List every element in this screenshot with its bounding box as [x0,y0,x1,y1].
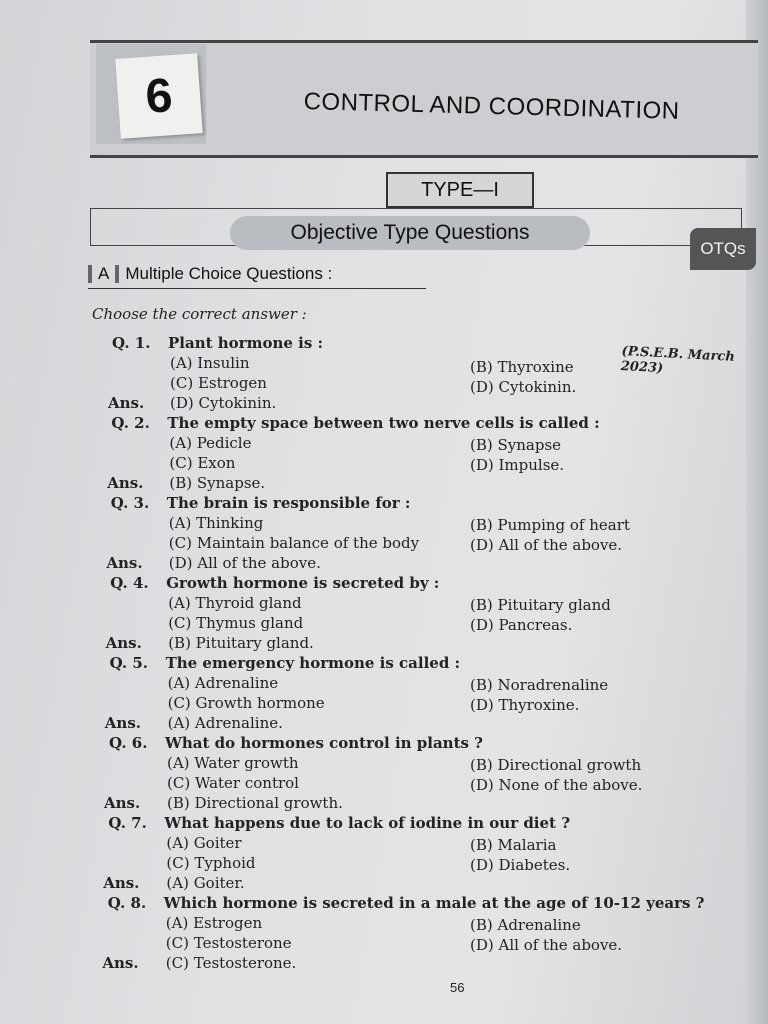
option-a: (A) Estrogen [165,914,263,932]
question-label: Q. 5. [109,654,149,672]
option-b: (B) Pituitary gland [470,596,611,614]
otq-tag: OTQs [690,228,756,270]
option-d: (D) None of the above. [470,776,643,794]
option-d: (D) Cytokinin. [470,378,577,396]
chapter-number: 6 [115,53,202,139]
question-text: Which hormone is secreted in a male at the age of 10-12 years ? [163,894,705,912]
option-a: (A) Pedicle [169,434,252,452]
answer-text: (D) All of the above. [168,554,321,572]
answer-label: Ans. [108,394,145,412]
option-d: (D) All of the above. [470,536,623,554]
option-d: (D) Impulse. [470,456,565,474]
answer-label: Ans. [104,794,141,812]
option-d: (D) Pancreas. [470,616,573,634]
option-c: (C) Maintain balance of the body [168,534,420,552]
option-a: (A) Water growth [167,754,299,772]
option-d: (D) Diabetes. [470,856,571,874]
question-text: Plant hormone is : [168,334,324,352]
question-text: The empty space between two nerve cells is called : [167,414,600,432]
option-a: (A) Thinking [168,514,264,532]
question-text: Growth hormone is secreted by : [166,574,440,592]
answer-text: (B) Directional growth. [167,794,343,812]
type-label: TYPE—I [386,172,534,208]
option-b: (B) Malaria [470,836,557,854]
option-a: (A) Thyroid gland [168,594,302,612]
option-b: (B) Pumping of heart [470,516,630,534]
answer-text: (B) Pituitary gland. [168,634,314,652]
option-c: (C) Typhoid [166,854,256,872]
answer-label: Ans. [106,554,143,572]
answer-text: (A) Adrenaline. [167,714,283,732]
section-bar-left [88,265,92,283]
question-label: Q. 2. [111,414,150,432]
option-c: (C) Estrogen [170,374,267,392]
question-label: Q. 8. [107,894,147,912]
option-c: (C) Thymus gland [168,614,304,632]
question-label: Q. 6. [109,734,148,752]
option-c: (C) Testosterone [165,934,292,952]
question-text: What do hormones control in plants ? [165,734,483,752]
option-c: (C) Exon [169,454,236,472]
option-d: (D) All of the above. [470,936,623,954]
chapter-title: CONTROL AND COORDINATION [303,88,680,125]
source-note: (P.S.E.B. March 2023) [620,344,736,377]
question-label: Q. 7. [108,814,147,832]
question-label: Q. 4. [110,574,149,592]
answer-text: (B) Synapse. [169,474,266,492]
answer-label: Ans. [103,874,140,892]
section-letter: A [98,264,110,283]
option-a: (A) Goiter [166,834,242,852]
section-bar-right [115,265,119,283]
option-a: (A) Adrenaline [167,674,279,692]
answer-text: (A) Goiter. [166,874,245,892]
section-heading [88,264,426,289]
answer-label: Ans. [104,714,142,732]
question-text: The emergency hormone is called : [165,654,461,672]
option-d: (D) Thyroxine. [470,696,580,714]
answer-label: Ans. [107,474,144,492]
question-text: What happens due to lack of iodine in our diet ? [164,814,570,832]
option-b: (B) Noradrenaline [470,676,609,694]
option-a: (A) Insulin [170,354,250,372]
question-text: The brain is responsible for : [166,494,411,512]
option-b: (B) Directional growth [470,756,642,774]
question-label: Q. 3. [110,494,150,512]
option-b: (B) Thyroxine [470,358,574,376]
objective-banner-title: Objective Type Questions [230,216,590,250]
instruction-text: Choose the correct answer : [92,305,307,323]
page-number: 56 [450,980,465,995]
option-c: (C) Growth hormone [167,694,325,712]
option-c: (C) Water control [167,774,299,792]
option-b: (B) Adrenaline [470,916,581,934]
answer-text: (C) Testosterone. [165,954,297,972]
option-b: (B) Synapse [470,436,562,454]
answer-text: (D) Cytokinin. [170,394,277,412]
question-label: Q. 1. [112,334,151,352]
section-title: Multiple Choice Questions : [125,264,333,283]
answer-label: Ans. [102,954,139,972]
answer-label: Ans. [105,634,142,652]
